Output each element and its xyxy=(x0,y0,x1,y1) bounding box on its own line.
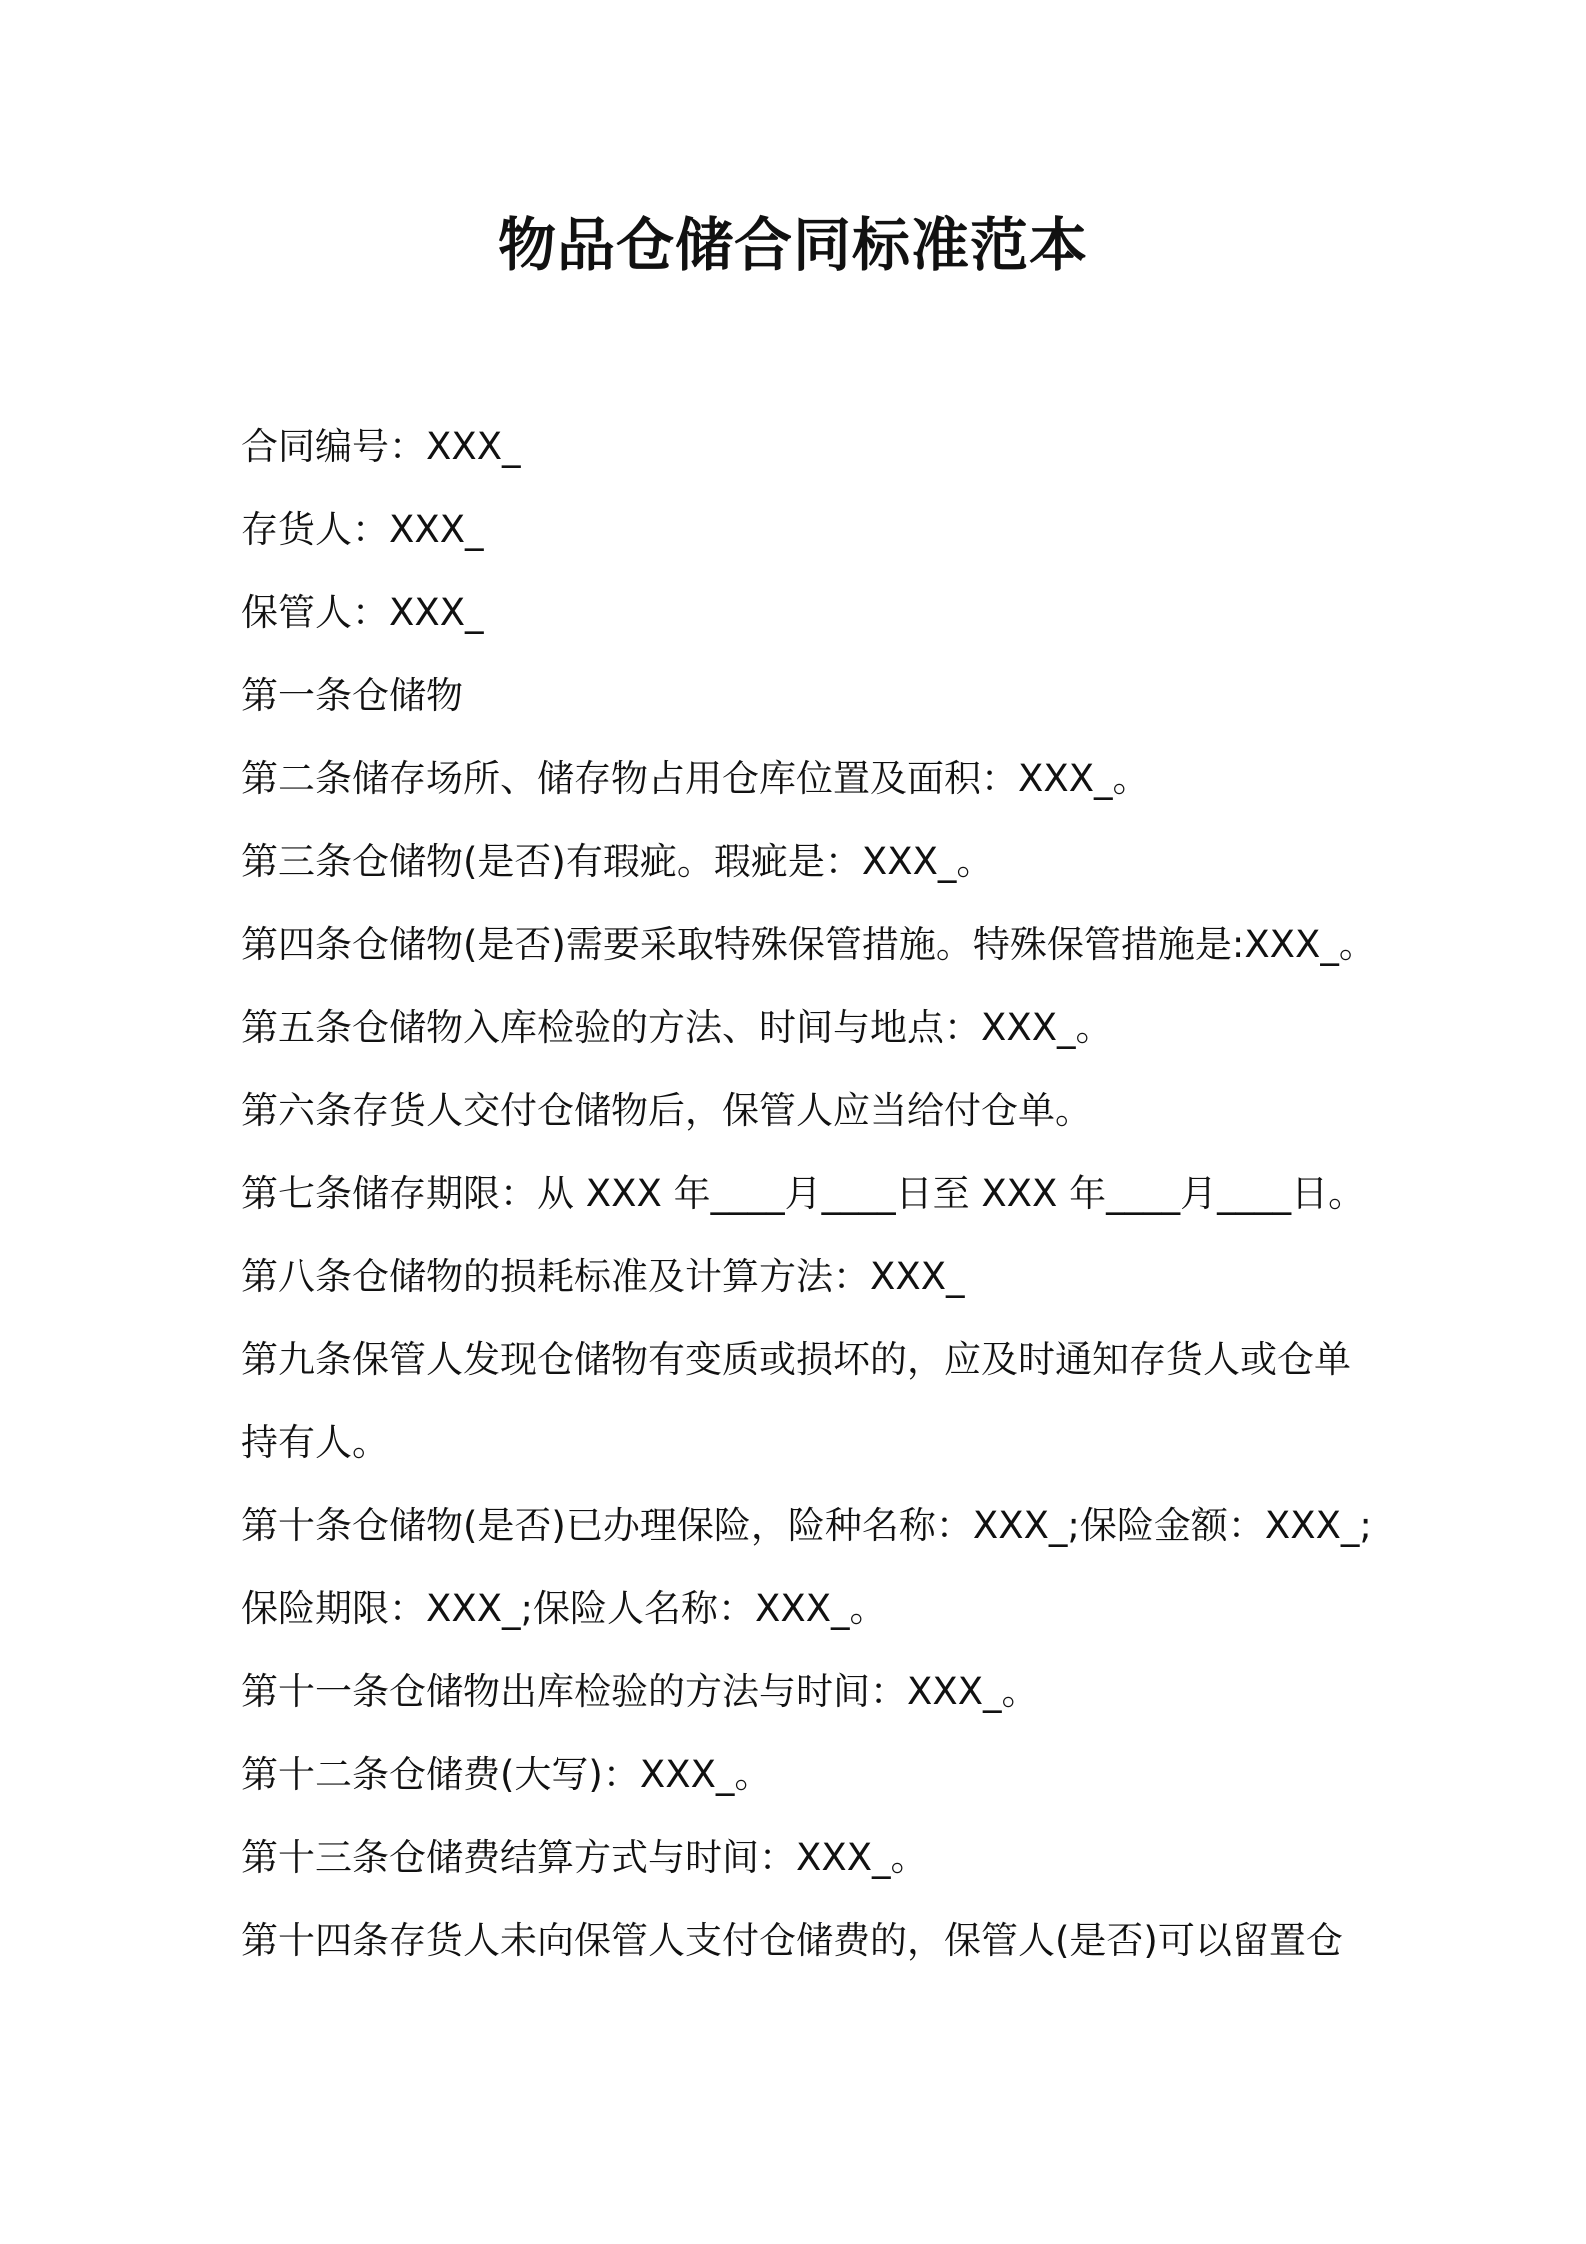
article-9-line: 第九条保管人发现仓储物有变质或损坏的，应及时通知存货人或仓单 xyxy=(241,1338,1351,1381)
article-8-line: 第八条仓储物的损耗标准及计算方法：XXX_ xyxy=(241,1255,965,1298)
article-2-line: 第二条储存场所、储存物占用仓库位置及面积：XXX_。 xyxy=(241,757,1150,800)
article-11-line: 第十一条仓储物出库检验的方法与时间：XXX_。 xyxy=(241,1670,1039,1713)
article-10-line: 第十条仓储物(是否)已办理保险，险种名称：XXX_;保险金额：XXX_; xyxy=(241,1504,1372,1547)
article-12-line: 第十二条仓储费(大写)：XXX_。 xyxy=(241,1753,772,1796)
article-5-line: 第五条仓储物入库检验的方法、时间与地点：XXX_。 xyxy=(241,1006,1113,1049)
contract-body xyxy=(241,405,1376,1982)
document-title: 物品仓储合同标准范本 xyxy=(497,211,1088,279)
article-7-line: 第七条储存期限：从 XXX 年____月____日至 XXX 年____月____日。 xyxy=(241,1172,1366,1215)
custodian-line: 保管人：XXX_ xyxy=(241,591,484,634)
depositor-line: 存货人：XXX_ xyxy=(241,508,484,551)
article-10-continuation-line: 保险期限：XXX_;保险人名称：XXX_。 xyxy=(241,1587,887,1630)
contract-number-line: 合同编号：XXX_ xyxy=(241,425,521,468)
article-4-line: 第四条仓储物(是否)需要采取特殊保管措施。特殊保管措施是:XXX_。 xyxy=(241,923,1376,966)
article-1-line: 第一条仓储物 xyxy=(241,674,463,717)
article-3-line: 第三条仓储物(是否)有瑕疵。瑕疵是：XXX_。 xyxy=(241,840,994,883)
article-6-line: 第六条存货人交付仓储物后，保管人应当给付仓单。 xyxy=(241,1089,1092,1132)
article-9-continuation-line: 持有人。 xyxy=(241,1421,389,1464)
article-14-line: 第十四条存货人未向保管人支付仓储费的，保管人(是否)可以留置仓 xyxy=(241,1919,1343,1962)
article-13-line: 第十三条仓储费结算方式与时间：XXX_。 xyxy=(241,1836,928,1879)
